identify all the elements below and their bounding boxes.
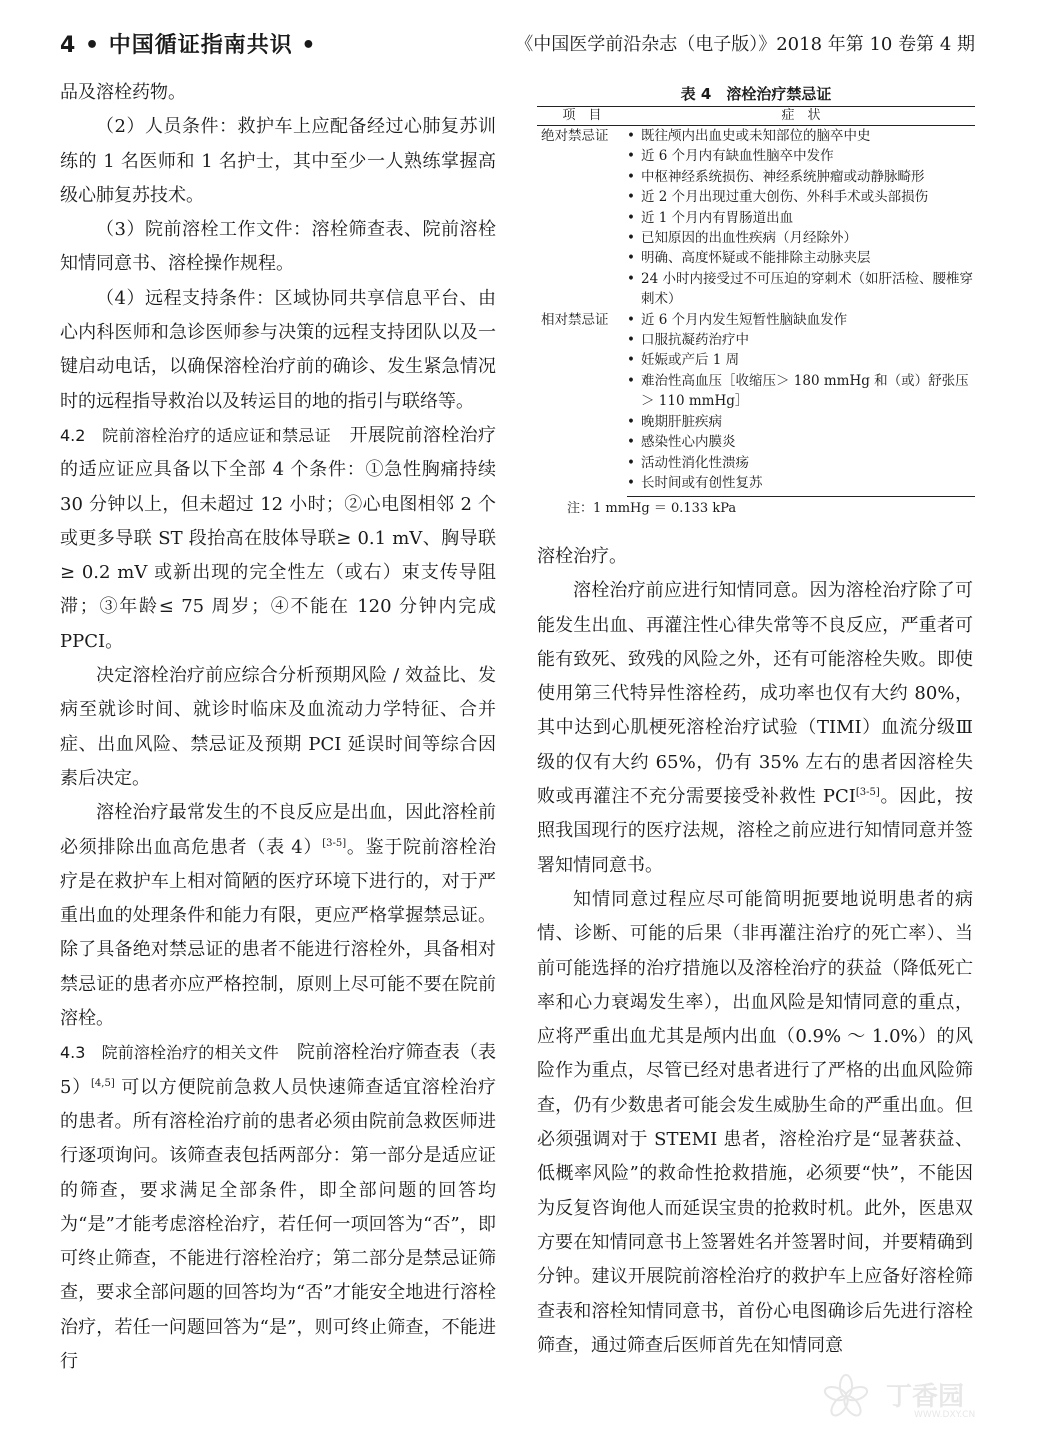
paragraph — [537, 574, 973, 883]
section-text: 院前溶栓治疗筛查表（表 5） — [60, 1042, 496, 1098]
paragraph: （3）院前溶栓工作文件：溶栓筛查表、院前溶栓知情同意书、溶栓操作规程。 — [60, 219, 496, 275]
table-cell: • 活动性消化性溃疡 — [627, 453, 975, 473]
left-column — [60, 76, 496, 1379]
section-text: 开展院前溶栓治疗的适应证应具备以下全部 4 个条件：①急性胸痛持续 30 分钟以上，但未超过 12 小时；②心电图相邻 2 个或更多导联 ST 段抬高在肢体导联≥ 0.1 mV、胸导联≥ 0.2 mV 或新出现的完全性左（或右）束支传导阻滞；③年龄≤ 75 周岁；④不能在 120 分钟内完成 PPCI。 — [60, 424, 497, 652]
table-cell: • 感染性心内膜炎 — [627, 432, 975, 452]
section-heading: 4.3 院前溶栓治疗的相关文件 — [60, 1043, 279, 1063]
citation-ref: [4,5] — [91, 1077, 115, 1089]
text-run: 。因此，按照我国现行的医疗法规，溶栓之前应进行知情同意并签署知情同意书。 — [537, 786, 973, 876]
paragraph: 溶栓治疗。 — [537, 546, 627, 567]
text-run: 。鉴于院前溶栓治疗是在救护车上相对简陋的医疗环境下进行的，对于严重出血的处理条件和能力有限，更应严格掌握禁忌证。除了具备绝对禁忌证的患者不能进行溶栓外，具备相对禁忌证的患者亦应严格控制，原则上尽可能不要在院前溶栓。 — [60, 836, 496, 1030]
table-cell: • 明确、高度怀疑或不能排除主动脉夹层 — [627, 248, 975, 268]
paragraph: （2）人员条件：救护车上应配备经过心肺复苏训练的 1 名医师和 1 名护士，其中至少一人熟练掌握高级心肺复苏技术。 — [60, 116, 496, 206]
contraindications-table — [537, 106, 975, 497]
dxy-flower-icon — [816, 1372, 876, 1422]
section-4-2 — [60, 419, 496, 659]
table-row — [537, 126, 975, 147]
table-cell: • 24 小时内接受过不可压迫的穿刺术（如肝活检、腰椎穿刺术） — [627, 269, 975, 310]
section-running-title: 4 • 中国循证指南共识 • — [60, 33, 317, 58]
paragraph: 知情同意过程应尽可能简明扼要地说明患者的病情、诊断、可能的后果（非再灌注治疗的死亡率）、当前可能选择的治疗措施以及溶栓治疗的获益（降低死亡率和心力衰竭发生率），出血风险是知情同意的重点，应将严重出血尤其是颅内出血（0.9% ～ 1.0%）的风险作为重点，尽管已经对患者进行了严格的出血风险筛查，仍有少数患者可能会发生威胁生命的严重出血。但必须强调对于 STEMI 患者，溶栓治疗是“显著获益、低概率风险”的救命性抢救措施，必须要“快”，不能因为反复咨询他人而延误宝贵的抢救时机。此外，医患双方要在知情同意书上签署姓名并签署时间，并要精确到分钟。建议开展院前溶栓治疗的救护车上应备好溶栓筛查表和溶栓知情同意书，首份心电图确诊后先进行溶栓筛查，通过筛查后医师首先在知情同意 — [537, 888, 973, 1356]
section-text: 可以方便院前急救人员快速筛查适宜溶栓治疗的患者。所有溶栓治疗前的患者必须由院前急救医师进行逐项询问。该筛查表包括两部分：第一部分是适应证的筛查，要求满足全部条件，即全部问题的回答均为“是”才能考虑溶栓治疗，若任何一项回答为“否”，即可终止筛查，不能进行溶栓治疗；第二部分是禁忌证筛查，要求全部问题的回答均为“否”才能安全地进行溶栓治疗，若任一问题回答为“是”，则可终止筛查，不能进行 — [60, 1076, 496, 1372]
citation-ref: [3-5] — [855, 787, 880, 799]
table-row — [537, 310, 975, 330]
table-cell: • 难治性高血压［收缩压＞ 180 mmHg 和（或）舒张压＞ 110 mmHg］ — [627, 371, 975, 412]
table-cell: • 长时间或有创性复苏 — [627, 473, 975, 497]
table-cell: • 近 1 个月内有胃肠道出血 — [627, 208, 975, 228]
table-cell: • 近 2 个月出现过重大创伤、外科手术或头部损伤 — [627, 187, 975, 207]
table-cell: • 已知原因的出血性疾病（月经除外） — [627, 228, 975, 248]
table-cell: • 妊娠或产后 1 周 — [627, 350, 975, 370]
column-header-item: 项 目 — [537, 107, 627, 126]
paragraph: 决定溶栓治疗前应综合分析预期风险 / 效益比、发病至就诊时间、就诊时临床及血流动力学特征、合并症、出血风险、禁忌证及预期 PCI 延误时间等综合因素后决定。 — [60, 665, 496, 789]
table-title: 表 4 溶栓治疗禁忌证 — [680, 85, 832, 103]
relative-contraindication-label: 相对禁忌证 — [541, 311, 609, 328]
journal-citation: 《中国医学前沿杂志（电子版）》2018 年第 10 卷第 4 期 — [515, 34, 975, 55]
paragraph: 品及溶栓药物。 — [60, 82, 186, 103]
table-cell: • 中枢神经系统损伤、神经系统肿瘤或动静脉畸形 — [627, 167, 975, 187]
paragraph — [60, 796, 496, 1036]
table-header-row — [537, 107, 975, 126]
watermark-url: WWW.DXY.CN — [914, 1410, 976, 1420]
table-note: 注：1 mmHg ＝ 0.133 kPa — [567, 501, 737, 517]
table-cell: • 近 6 个月内有缺血性脑卒中发作 — [627, 146, 975, 166]
watermark — [816, 1372, 1016, 1422]
paragraph: （4）远程支持条件：区域协同共享信息平台、由心内科医师和急诊医师参与决策的远程支持团队以及一键启动电话，以确保溶栓治疗前的确诊、发生紧急情况时的远程指导救治以及转运目的地的指引与联络等。 — [60, 287, 496, 412]
text-run: 溶栓治疗最常发生的不良反应是出血，因此溶栓前必须排除出血高危患者（表 4） — [60, 802, 496, 858]
watermark-text: 丁香园 — [886, 1382, 965, 1412]
table-cell: • 近 6 个月内发生短暂性脑缺血发作 — [627, 310, 975, 330]
section-4-3 — [60, 1036, 496, 1379]
table-4-block — [537, 82, 975, 519]
citation-ref: [3-5] — [322, 837, 347, 849]
text-run: 溶栓治疗前应进行知情同意。因为溶栓治疗除了可能发生出血、再灌注性心律失常等不良反应，严重者可能有致死、致残的风险之外，还有可能溶栓失败。即使使用第三代特异性溶栓药，成功率也仅有大约 80%，其中达到心肌梗死溶栓治疗试验（TIMI）血流分级Ⅲ级的仅有大约 65%，仍有 35% 左右的患者因溶栓失败或再灌注不充分需要接受补救性 PCI — [537, 580, 973, 808]
section-heading: 4.2 院前溶栓治疗的适应证和禁忌证 — [60, 425, 332, 445]
absolute-contraindication-label: 绝对禁忌证 — [541, 128, 609, 144]
table-cell: • 口服抗凝药治疗中 — [627, 330, 975, 350]
page-header — [60, 28, 975, 64]
right-column — [537, 540, 973, 1363]
column-header-symptom: 症 状 — [627, 107, 975, 126]
table-cell: • 晚期肝脏疾病 — [627, 412, 975, 432]
table-cell: • 既往颅内出血史或未知部位的脑卒中史 — [627, 126, 975, 147]
